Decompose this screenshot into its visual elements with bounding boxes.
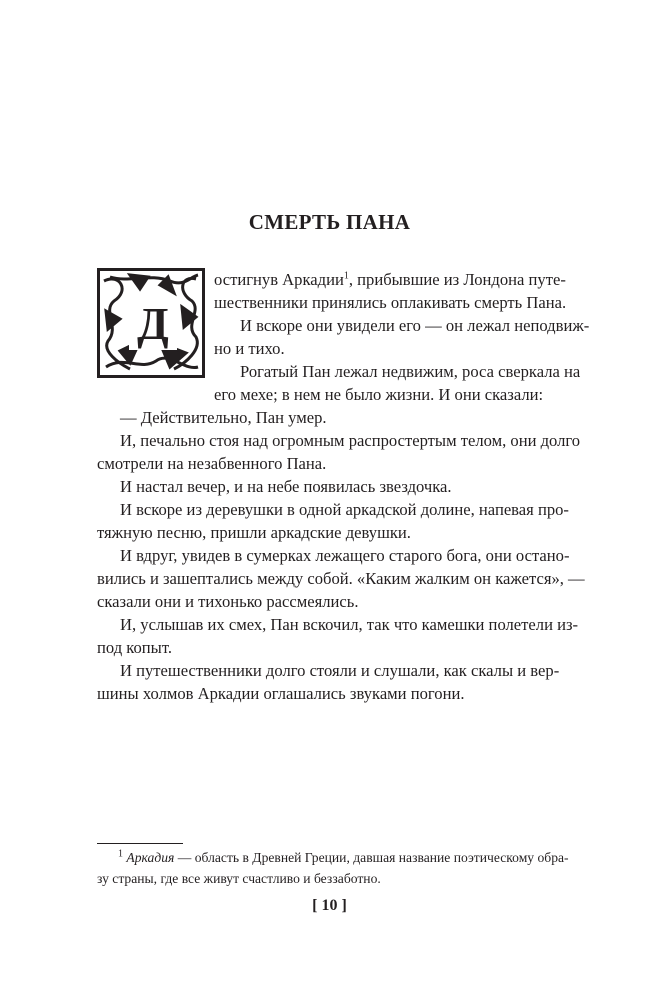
text-line: шины холмов Аркадии оглашались звуками погони. (97, 684, 465, 703)
footnote-marker[interactable]: 1 (343, 270, 349, 282)
text-line: И вдруг, увидев в сумерках лежащего старого бога, они остано- (120, 546, 570, 565)
footnote-term: Аркадия (126, 850, 175, 865)
footnote-line (118, 848, 569, 868)
text-line: под копыт. (97, 638, 172, 657)
text-line: сказали они и тихонько рассмеялись. (97, 592, 359, 611)
text-fragment: , прибывшие из Лондона путе- (348, 270, 566, 289)
text-line: шественники принялись оплакивать смерть Пана. (214, 293, 567, 312)
text-line: вились и зашептались между собой. «Каким жалким он кажется», — (97, 569, 585, 588)
footnote-divider (97, 843, 183, 844)
footnote-line: зу страны, где все живут счастливо и беззаботно. (97, 871, 381, 886)
text-line: И путешественники долго стояли и слушали, как скалы и вер- (120, 661, 560, 680)
text-line: И, услышав их смех, Пан вскочил, так что камешки полетели из- (120, 615, 579, 634)
text-line: И, печально стоя над огромным распростертым телом, они долго (120, 431, 581, 450)
page-number: [ 10 ] (312, 897, 347, 914)
text-line: И настал вечер, и на небе появилась звездочка. (120, 477, 452, 496)
text-line: смотрели на незабвенного Пана. (97, 454, 327, 473)
text-line: — Действительно, Пан умер. (120, 408, 327, 427)
text-line: И вскоре из деревушки в одной аркадской долине, напевая про- (120, 500, 569, 519)
drop-cap-ornament (97, 268, 205, 378)
text-line: Рогатый Пан лежал недвижим, роса сверкала на (240, 362, 581, 381)
footnote-text: — область в Древней Греции, давшая название поэтическому обра- (174, 850, 569, 865)
chapter-title: СМЕРТЬ ПАНА (248, 210, 411, 234)
text-line: его мехе; в нем не было жизни. И они сказали: (214, 385, 544, 404)
text-line: И вскоре они увидели его — он лежал неподвиж- (240, 316, 590, 335)
text-line (214, 269, 566, 291)
text-line: но и тихо. (214, 339, 285, 358)
drop-cap-letter: Д (129, 298, 177, 350)
footnote-number: 1 (118, 848, 123, 860)
text-fragment: остигнув Аркадии (214, 270, 344, 289)
text-line: тяжную песню, пришли аркадские девушки. (97, 523, 411, 542)
